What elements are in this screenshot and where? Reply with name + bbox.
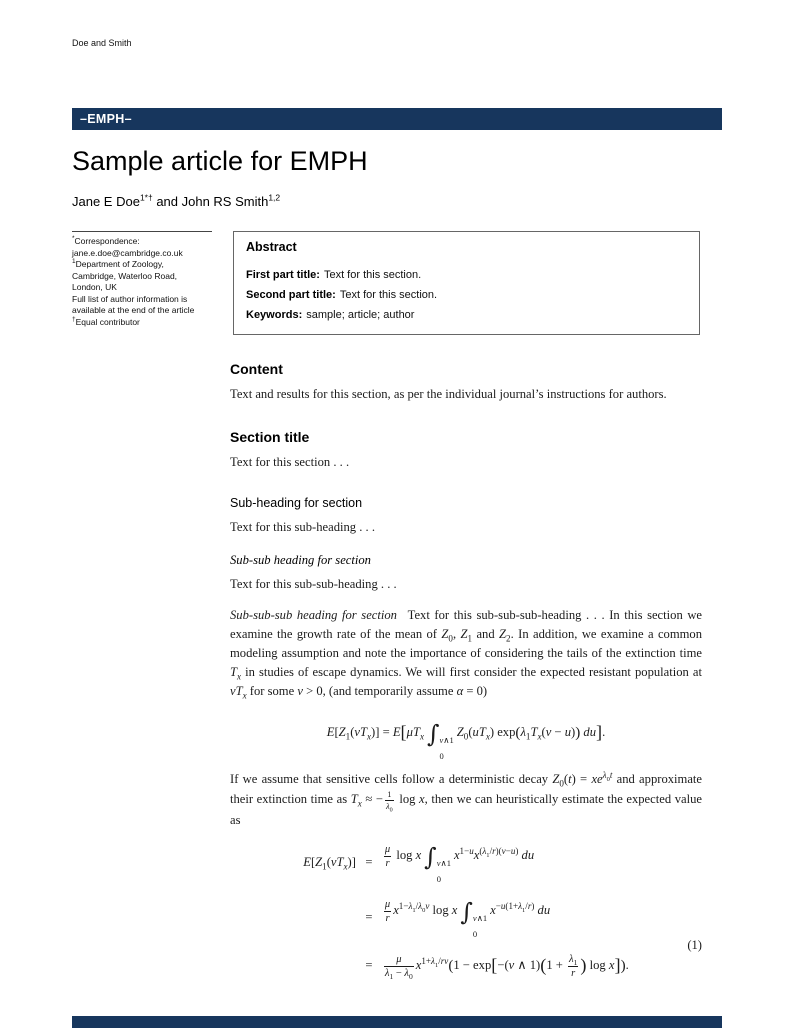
journal-banner-text: –EMPH– — [80, 112, 132, 126]
abstract-box — [233, 231, 700, 335]
article-body — [230, 360, 702, 980]
abstract-item — [246, 285, 687, 305]
abstract-keywords — [246, 305, 687, 325]
equation-number: (1) — [687, 938, 702, 953]
abstract-item-text: Text for this section. — [323, 269, 422, 281]
abstract-item-text: Text for this section. — [339, 289, 438, 301]
correspondence-line: *Correspondence: — [72, 235, 140, 246]
affiliation-line: London, UK — [72, 282, 117, 292]
section-paragraph: Text for this section . . . — [230, 455, 350, 469]
subsubsection-paragraph: Text for this sub-sub-heading . . . — [230, 577, 397, 591]
section-heading: Section title — [230, 429, 310, 445]
author-info-note: Full list of author information is — [72, 293, 188, 304]
author-info-note: available at the end of the article — [72, 305, 195, 315]
authors-line: Jane E Doe$^{1*\dagger}$ and John RS Smith$^{1,2}$ — [72, 192, 281, 209]
affiliation-line: Cambridge, Waterloo Road, — [72, 270, 178, 281]
article-title: Sample article for EMPH — [72, 146, 368, 176]
subsubsection-heading: Sub-sub heading for section — [230, 553, 371, 567]
equation-lhs: $E[Z_1(vT_x)]$ — [303, 854, 356, 872]
abstract-item-label: Second part title: — [246, 289, 336, 301]
correspondence-block — [72, 231, 212, 328]
abstract-item-label: Keywords: — [246, 309, 303, 321]
subsection-paragraph: Text for this sub-heading . . . — [230, 520, 375, 534]
abstract-item-text: sample; article; author — [306, 309, 415, 321]
abstract-item-label: First part title: — [246, 269, 320, 281]
equals-sign: = — [365, 854, 373, 869]
abstract-heading: Abstract — [246, 240, 297, 254]
correspondence-email: jane.e.doe@cambridge.co.uk — [72, 247, 183, 258]
equals-sign: = — [365, 909, 373, 924]
equal-contributor-note: †Equal contributor — [72, 315, 140, 327]
affiliation-line: $^1$Department of Zoology, — [72, 258, 164, 269]
equation-rhs: $\frac{\mu}{\lambda_1 - \lambda_0}$ $x^{1+\lambda_1/rv}(1 - \exp[-(v$ ∧ 1)(1 + $\frac{\lambda_1}{r}$ ) log x]). — [384, 953, 629, 981]
body-paragraph: If we assume that sensitive cells follow a deterministic decay $Z_0(t) = xe^{\lambda_0t}$ and approximate their extinction time as $T_x$ ≈ − $\frac{1}{\lambda_0}$ log x, then we can heuristically estimate the expected value as — [230, 769, 703, 828]
equation-rhs: $\frac{\mu}{r}$ log x ∫ v∧1 0 $x^{1-u}x^{(\lambda_1/r)(v-u)}$ du — [384, 843, 535, 884]
body-paragraph: Sub-sub-sub heading for section Text for this sub-sub-sub-heading . . . In this section we examine the growth rate of the mean of $Z_0$, $Z_1$ and $Z_2$. In addition, we examine a common modeling assumption and note the importance of considering the tails of the extinction time $T_x$ in studies of escape dynamics. We will first consider the expected resistant population at $vT_x$ for some v > 0, (and temporarily assume α = 0) — [230, 608, 703, 701]
subsection-heading: Sub-heading for section — [230, 496, 363, 510]
display-equation: $E[Z_1(vT_x)] = E[\mu T_x$ ∫ v∧1 0 $Z_0(uT_x) \exp(\lambda_1T_x(v - u))$ du]. — [326, 720, 606, 761]
equals-sign: = — [365, 958, 373, 973]
equation-rhs: $\frac{\mu}{r}$ $x^{1-\lambda_1/\lambda_0v}$ log x ∫ v∧1 0 $x^{-u(1+\lambda_1/r)}$ du — [384, 898, 551, 939]
footer-bar — [72, 1016, 722, 1028]
abstract-item — [246, 265, 687, 285]
content-heading: Content — [230, 361, 283, 377]
running-head: Doe and Smith — [72, 38, 132, 48]
journal-banner — [72, 108, 722, 130]
content-paragraph: Text and results for this section, as per the individual journal’s instructions for authors. — [230, 387, 667, 401]
equation-array — [230, 840, 702, 980]
